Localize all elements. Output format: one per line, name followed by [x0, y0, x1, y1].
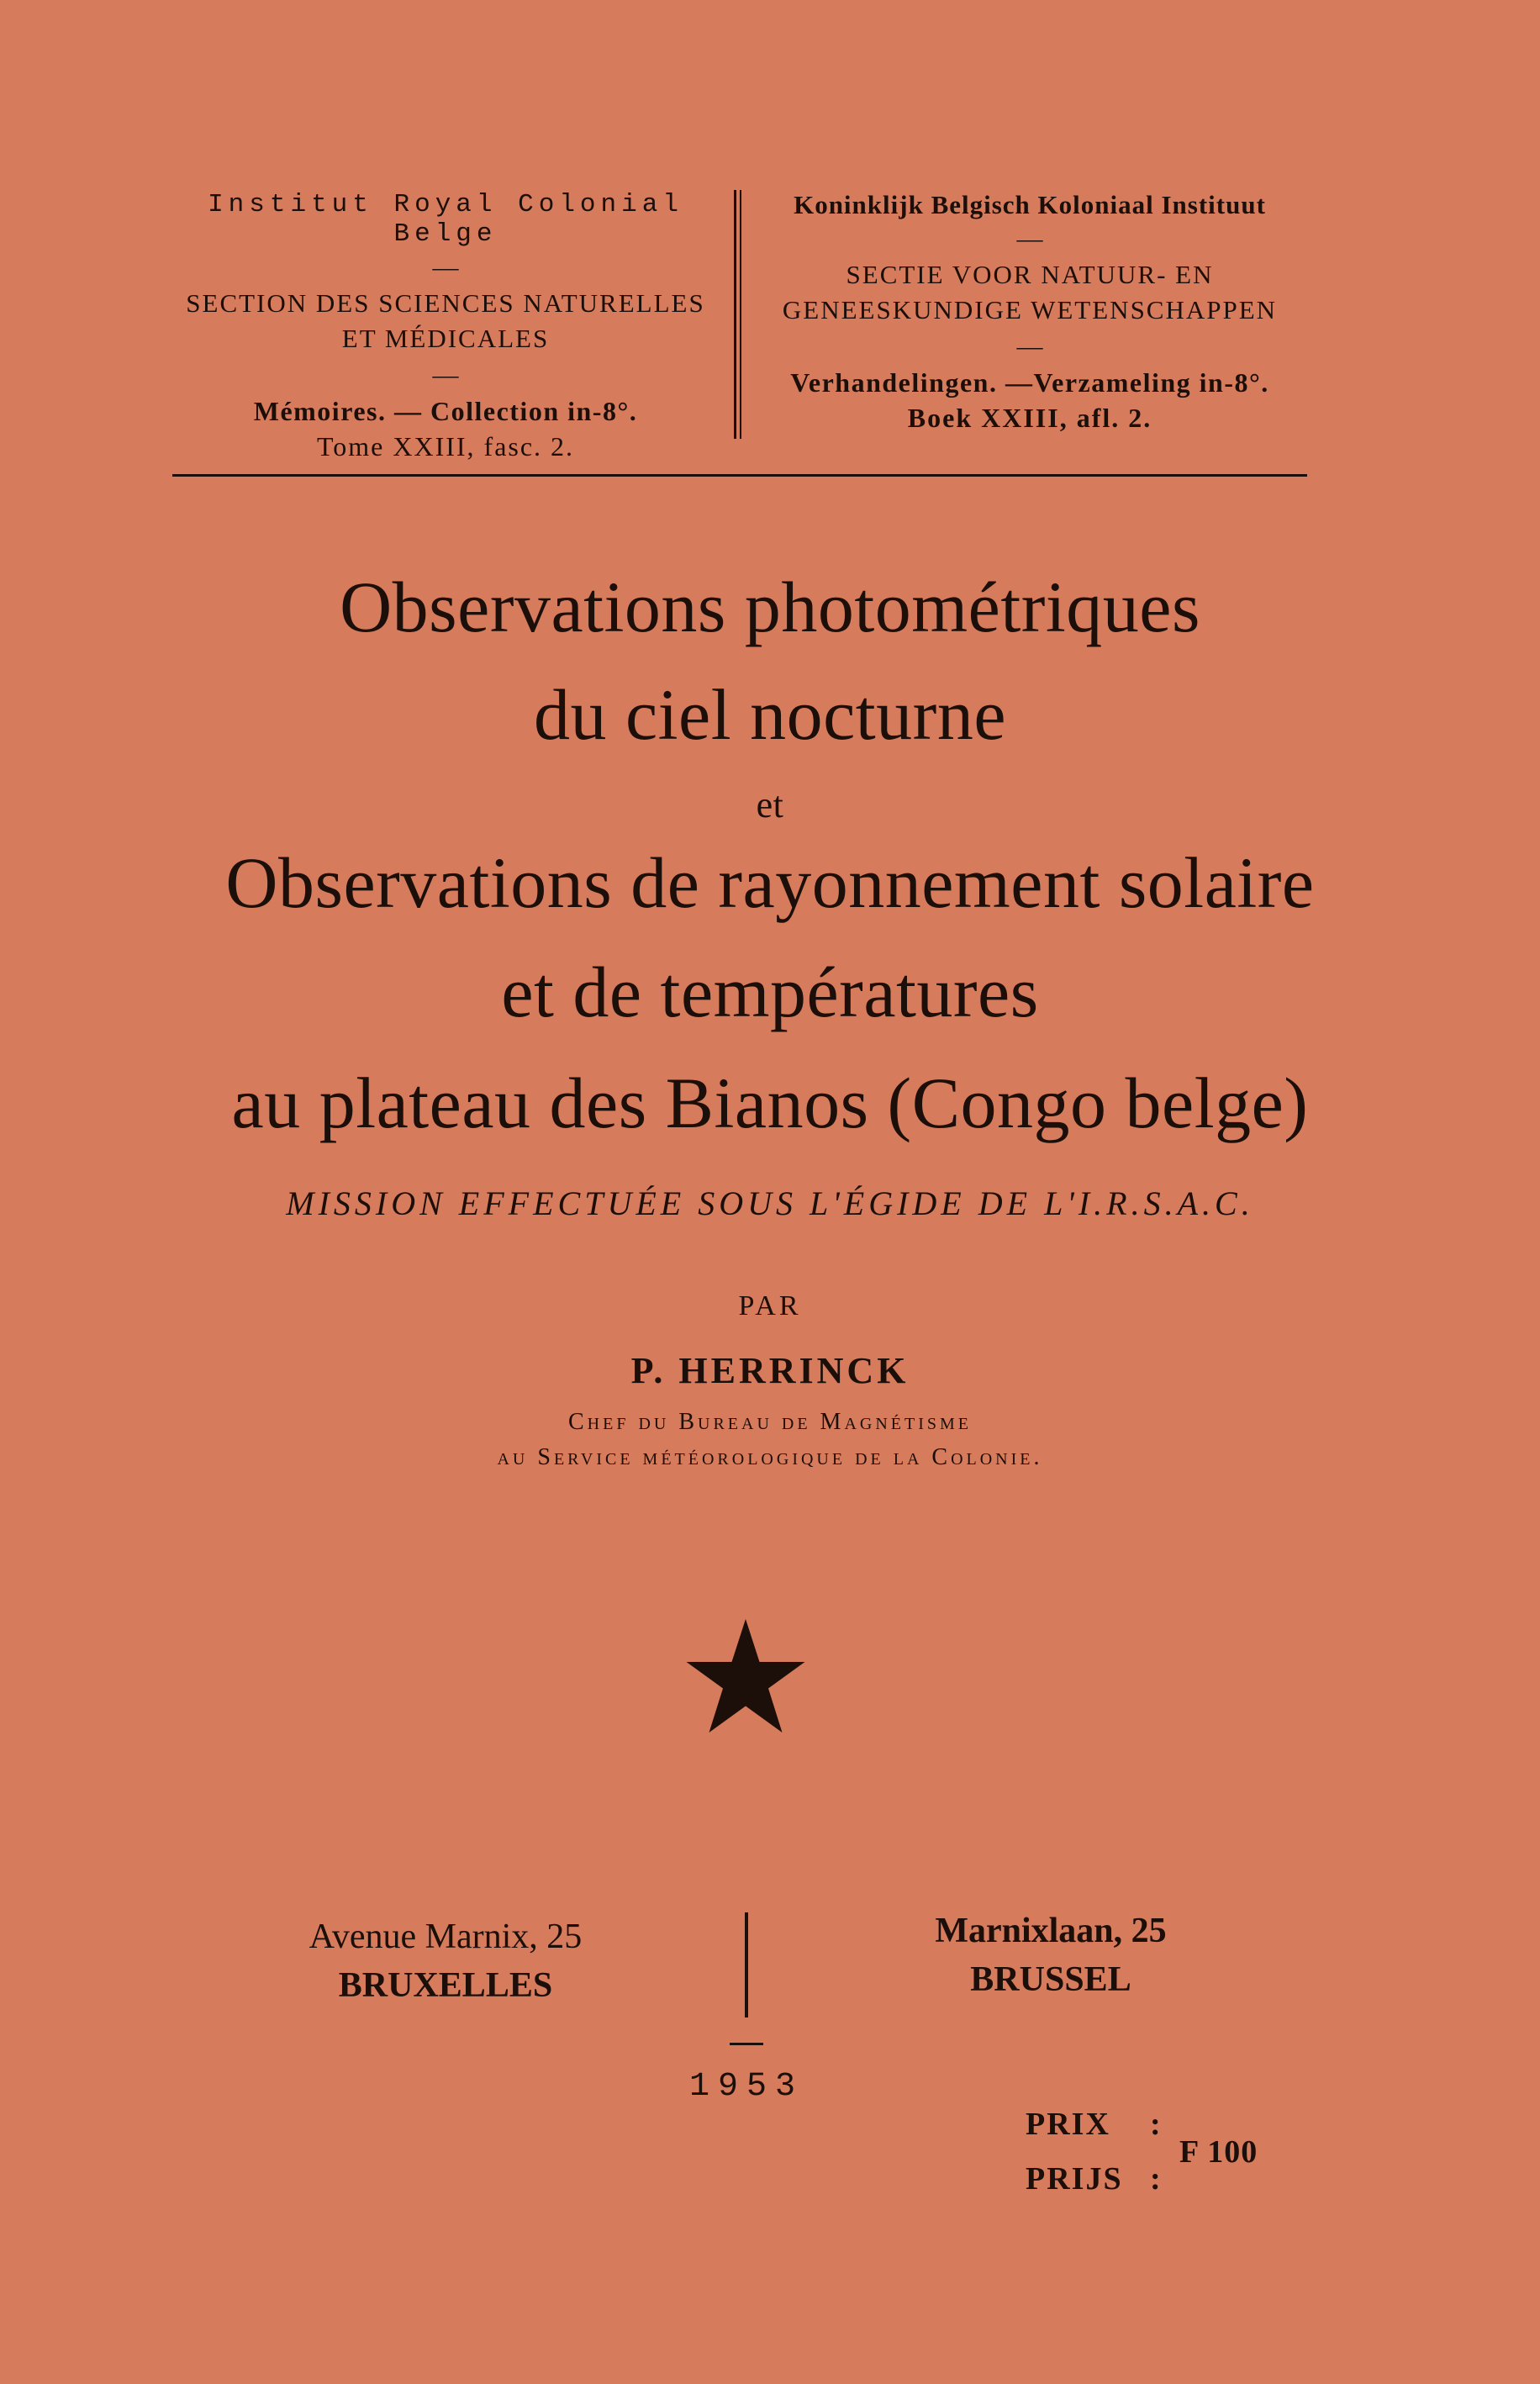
section-name-nl-line2: GENEESKUNDIGE WETENSCHAPPEN	[782, 295, 1278, 324]
title-line-4: et de températures	[501, 952, 1039, 1032]
star-icon	[683, 1614, 809, 1740]
separator-dash: —	[432, 360, 459, 389]
volume-nl: Boek XXIII, afl. 2.	[907, 403, 1152, 433]
separator-dash: —	[1016, 224, 1043, 253]
price-colon: :	[1150, 2161, 1161, 2197]
publication-year: 1953	[688, 2068, 804, 2106]
author-affiliation-line1: Chef du Bureau de Magnétisme	[567, 1409, 972, 1435]
price-label-nl: PRIJS	[1026, 2161, 1123, 2197]
price-value: F 100	[1179, 2134, 1258, 2170]
price-colon: :	[1150, 2107, 1161, 2142]
author-name: P. HERRINCK	[630, 1350, 910, 1391]
section-name-fr-line2: ET MÉDICALES	[341, 324, 550, 353]
header-divider-line	[734, 190, 736, 439]
title-conjunction: et	[756, 784, 784, 825]
address-city-nl: BRUSSEL	[970, 1960, 1131, 1999]
collection-nl: Verhandelingen. —Verzameling in-8°.	[790, 367, 1269, 398]
institute-name-nl: Koninklijk Belgisch Koloniaal Instituut	[794, 190, 1266, 219]
title-line-2: du ciel nocturne	[533, 674, 1006, 755]
address-divider-line	[745, 1912, 748, 2017]
title-line-5: au plateau des Bianos (Congo belge)	[231, 1063, 1309, 1143]
year-dash	[730, 2043, 763, 2045]
header-right-column	[752, 190, 1307, 435]
address-left	[252, 1912, 639, 2010]
title-line-3: Observations de rayonnement solaire	[225, 842, 1315, 923]
header-rule	[172, 474, 1307, 477]
title-line-1: Observations photométriques	[340, 567, 1200, 647]
institute-name-fr: Institut Royal Colonial Belge	[208, 190, 683, 249]
collection-fr: Mémoires. — Collection in-8°.	[253, 396, 638, 426]
header-left-column	[168, 190, 723, 464]
author-affiliation-line2: au Service météorologique de la Colonie.	[497, 1444, 1043, 1470]
address-city-fr: BRUXELLES	[338, 1966, 553, 2005]
header-divider-line	[740, 190, 741, 439]
address-street-fr: Avenue Marnix, 25	[309, 1917, 583, 1956]
price-label-fr: PRIX	[1026, 2107, 1110, 2142]
separator-dash: —	[1016, 331, 1043, 361]
section-name-fr-line1: SECTION DES SCIENCES NATURELLES	[186, 288, 705, 318]
address-street-nl: Marnixlaan, 25	[935, 1912, 1167, 1950]
by-label: PAR	[738, 1290, 802, 1321]
mission-subtitle: MISSION EFFECTUÉE SOUS L'ÉGIDE DE L'I.R.S.A.C.	[286, 1184, 1254, 1222]
separator-dash: —	[432, 252, 459, 282]
address-right	[883, 1907, 1219, 2004]
volume-fr: Tome XXIII, fasc. 2.	[316, 431, 575, 462]
section-name-nl-line1: SECTIE VOOR NATUUR- EN	[846, 260, 1214, 289]
